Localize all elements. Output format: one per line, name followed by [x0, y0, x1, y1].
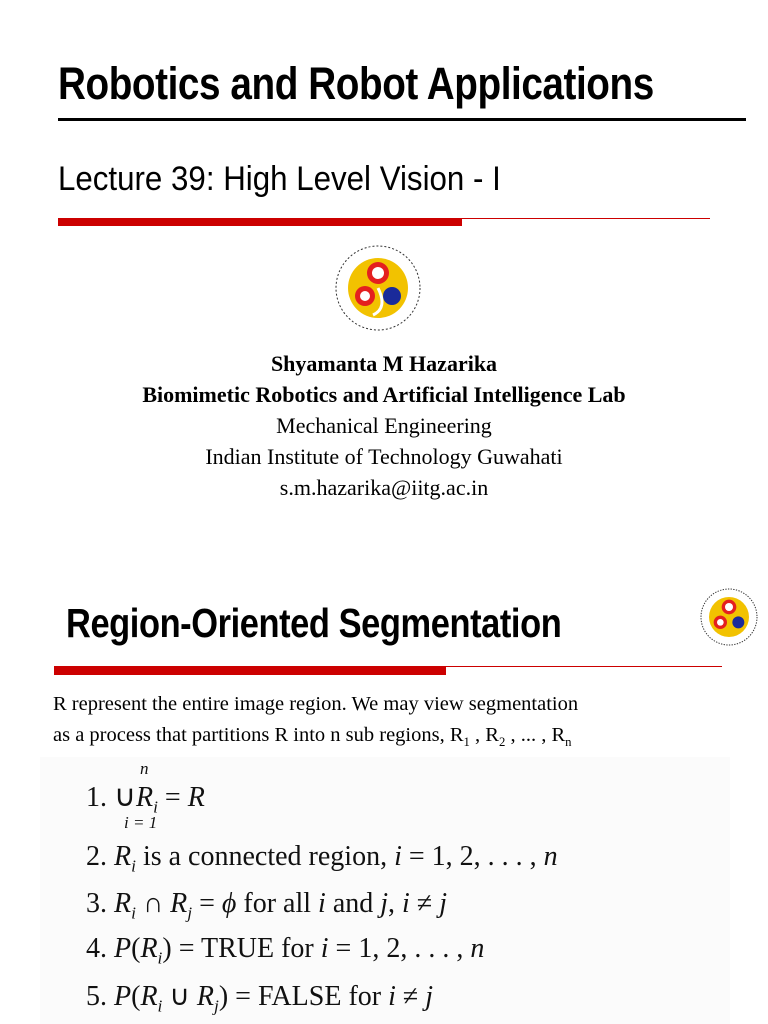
author-block	[0, 348, 768, 503]
lab-name: Biomimetic Robotics and Artificial Intelligence Lab	[142, 382, 626, 407]
union-upper-limit: n	[140, 759, 149, 778]
slide1-title: Robotics and Robot Applications	[58, 58, 654, 109]
condition-3: 3. $R_i$ ∩ $R_j = \phi$ for all i and j, i ≠ j	[86, 888, 447, 923]
condition-5: 5. $P(R_i$ ∪ $R_j$) = FALSE for i ≠ j	[86, 981, 434, 1016]
paragraph-line-2: as a process that partitions R into n sub regions, $R_1$ , $R_2$ , ... , $R_n$	[53, 724, 572, 750]
accent-line	[462, 218, 710, 219]
slide2-title: Region-Oriented Segmentation	[66, 600, 562, 646]
accent-bar	[58, 218, 462, 226]
department: Mechanical Engineering	[276, 413, 492, 438]
union-lower-limit: i = 1	[124, 813, 158, 832]
accent-line-2	[446, 666, 722, 667]
title-underline	[58, 118, 746, 121]
lecture-subtitle: Lecture 39: High Level Vision - I	[58, 160, 501, 198]
iitg-logo-small-icon	[699, 587, 759, 647]
condition-2: 2. $R_i$ is a connected region, i = 1, 2, . . . , n	[86, 841, 558, 876]
condition-4: 4. $P(R_i)$ = TRUE for i = 1, 2, . . . , n	[86, 933, 485, 968]
paragraph-line-1: R represent the entire image region. We may view segmentation	[53, 693, 579, 715]
institute: Indian Institute of Technology Guwahati	[205, 444, 563, 469]
segmentation-paragraph	[53, 689, 733, 758]
condition-1: 1. $\cup R_i = R$	[86, 780, 205, 817]
author-name: Shyamanta M Hazarika	[270, 351, 498, 376]
conditions-panel	[40, 757, 730, 1024]
iitg-logo-icon	[333, 243, 423, 333]
accent-bar-2	[54, 666, 446, 675]
email: s.m.hazarika@iitg.ac.in	[279, 475, 489, 500]
